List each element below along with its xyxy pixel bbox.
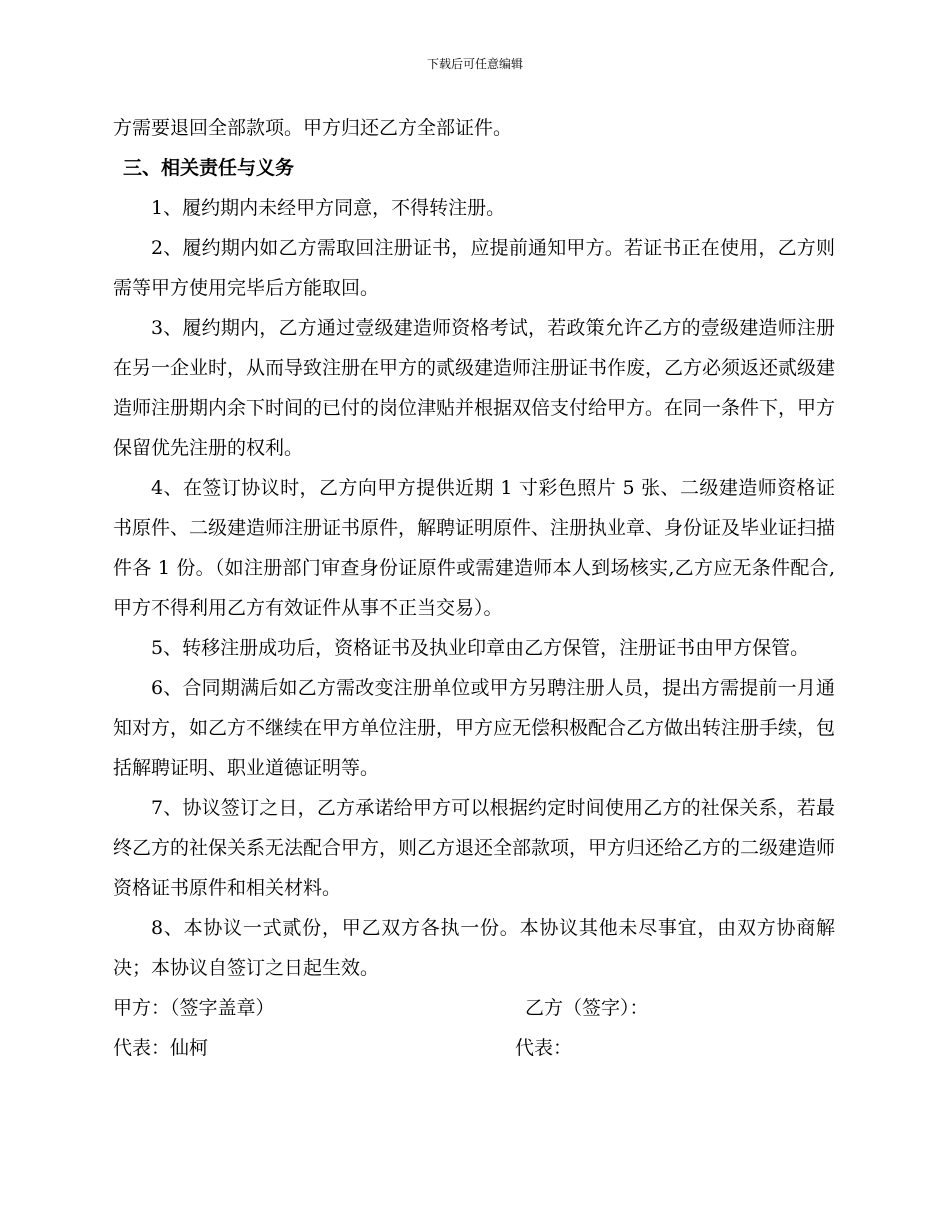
party-b-signature-label: 乙方（签字）：: [525, 997, 649, 1019]
party-b-representative: 代表：: [515, 1037, 573, 1059]
header-note: 下载后可任意编辑: [426, 57, 523, 71]
clause-7: 7、协议签订之日，乙方承诺给甲方可以根据约定时间使用乙方的社保关系，若最终乙方的社保关系无法配合甲方，则乙方退还全部款项，甲方归还给乙方的二级建造师资格证书原件和相关材料。: [113, 797, 836, 899]
clause-1: 1、履约期内未经甲方同意，不得转注册。: [151, 197, 506, 219]
section-heading: 三、相关责任与义务: [123, 157, 295, 179]
document-body: [113, 108, 835, 1068]
signature-row: [113, 988, 835, 1028]
clause-5: 5、转移注册成功后，资格证书及执业印章由乙方保管，注册证书由甲方保管。: [151, 637, 810, 659]
clause-2: 2、履约期内如乙方需取回注册证书，应提前通知甲方。若证书正在使用，乙方则需等甲方使用完毕后方能取回。: [113, 237, 835, 299]
party-a-representative: 代表：仙柯: [113, 1037, 209, 1059]
clause-8: 8、本协议一式贰份，甲乙双方各执一份。本协议其他未尽事宜，由双方协商解决；本协议自签订之日起生效。: [113, 917, 835, 979]
clause-3: 3、履约期内，乙方通过壹级建造师资格考试，若政策允许乙方的壹级建造师注册在另一企业时，从而导致注册在甲方的贰级建造师注册证书作废，乙方必须返还贰级建造师注册期内余下时间的已付的岗位津贴并根据双倍支付给甲方。在同一条件下，甲方保留优先注册的权利。: [113, 317, 836, 459]
representative-row: [113, 1028, 835, 1068]
clause-6: 6、合同期满后如乙方需改变注册单位或甲方另聘注册人员，提出方需提前一月通知对方，如乙方不继续在甲方单位注册，甲方应无偿积极配合乙方做出转注册手续，包括解聘证明、职业道德证明等。: [113, 677, 836, 779]
paragraph-intro: 方需要退回全部款项。甲方归还乙方全部证件。: [113, 117, 513, 139]
party-a-signature-label: 甲方：（签字盖章）: [113, 997, 275, 1019]
clause-4: 4、在签订协议时，乙方向甲方提供近期 1 寸彩色照片 5 张、二级建造师资格证书原件、二级建造师注册证书原件，解聘证明原件、注册执业章、身份证及毕业证扫描件各 1 份。（如注册部门审查身份证原件或需建造师本人到场核实,乙方应无条件配合,甲方不得利用乙方有效证件从事不正当交易）。: [113, 477, 836, 619]
